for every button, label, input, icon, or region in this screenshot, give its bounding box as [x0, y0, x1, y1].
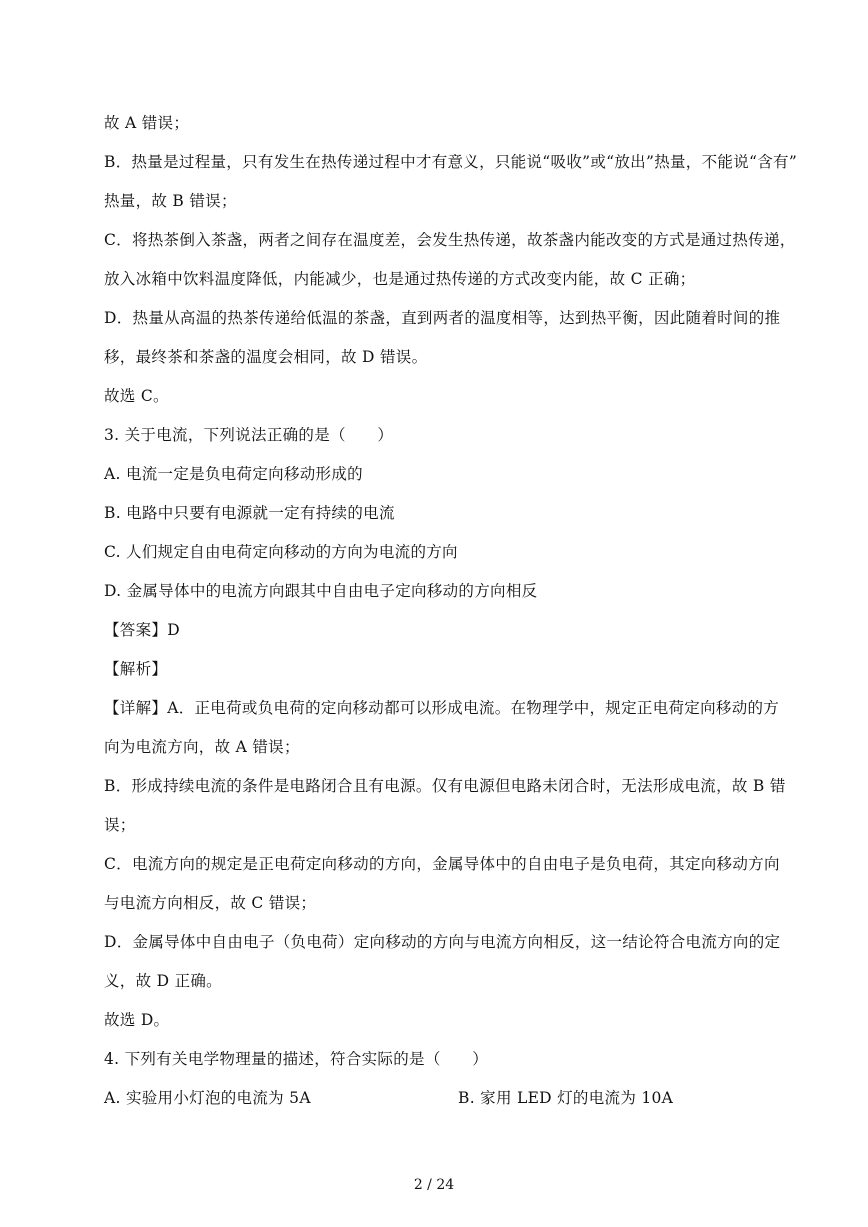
answer-label: 【答案】D	[104, 621, 180, 639]
text-line: C．电流方向的规定是正电荷定向移动的方向，金属导体中的自由电子是负电荷，其定向移动方向	[104, 855, 780, 873]
text-line: 误；	[104, 816, 136, 834]
answer-option: B. 家用 LED 灯的电流为 10A	[458, 1089, 674, 1107]
text-line: 故选 C。	[104, 387, 169, 405]
text-line: 移，最终茶和茶盏的温度会相同，故 D 错误。	[104, 348, 428, 366]
text-line: B．热量是过程量，只有发生在热传递过程中才有意义，只能说“吸收”或“放出”热量，不能说“含有”	[104, 153, 798, 171]
analysis-label: 【解析】	[104, 660, 168, 678]
question-stem: 3. 关于电流，下列说法正确的是（ ）	[104, 426, 394, 444]
answer-option: B. 电路中只要有电源就一定有持续的电流	[104, 504, 395, 522]
text-line: 向为电流方向，故 A 错误；	[104, 738, 300, 756]
text-line: 热量，故 B 错误；	[104, 192, 237, 210]
text-line: B．形成持续电流的条件是电路闭合且有电源。仅有电源但电路未闭合时，无法形成电流，故 B 错	[104, 777, 786, 795]
text-line: 放入冰箱中饮料温度降低，内能减少，也是通过热传递的方式改变内能，故 C 正确；	[104, 270, 696, 288]
answer-option: A. 实验用小灯泡的电流为 5A	[104, 1089, 311, 1107]
text-line: D．金属导体中自由电子（负电荷）定向移动的方向与电流方向相反，这一结论符合电流方向的定	[104, 933, 781, 951]
text-line: D．热量从高温的热茶传递给低温的茶盏，直到两者的温度相等，达到热平衡，因此随着时间的推	[104, 309, 781, 327]
page-number: 2 / 24	[413, 1177, 455, 1193]
text-line: C．将热茶倒入茶盏，两者之间存在温度差，会发生热传递，故茶盏内能改变的方式是通过热传递，	[104, 231, 796, 249]
answer-option: C. 人们规定自由电荷定向移动的方向为电流的方向	[104, 543, 458, 561]
text-line: 故 A 错误；	[104, 114, 190, 132]
text-line: 故选 D。	[104, 1011, 170, 1029]
answer-option: A. 电流一定是负电荷定向移动形成的	[104, 465, 363, 483]
question-stem: 4. 下列有关电学物理量的描述，符合实际的是（ ）	[104, 1050, 489, 1068]
text-line: 义，故 D 正确。	[104, 972, 222, 990]
text-line: 【详解】A．正电荷或负电荷的定向移动都可以形成电流。在物理学中，规定正电荷定向移动的方	[104, 699, 780, 717]
text-line: 与电流方向相反，故 C 错误；	[104, 894, 317, 912]
answer-option: D. 金属导体中的电流方向跟其中自由电子定向移动的方向相反	[104, 582, 538, 600]
